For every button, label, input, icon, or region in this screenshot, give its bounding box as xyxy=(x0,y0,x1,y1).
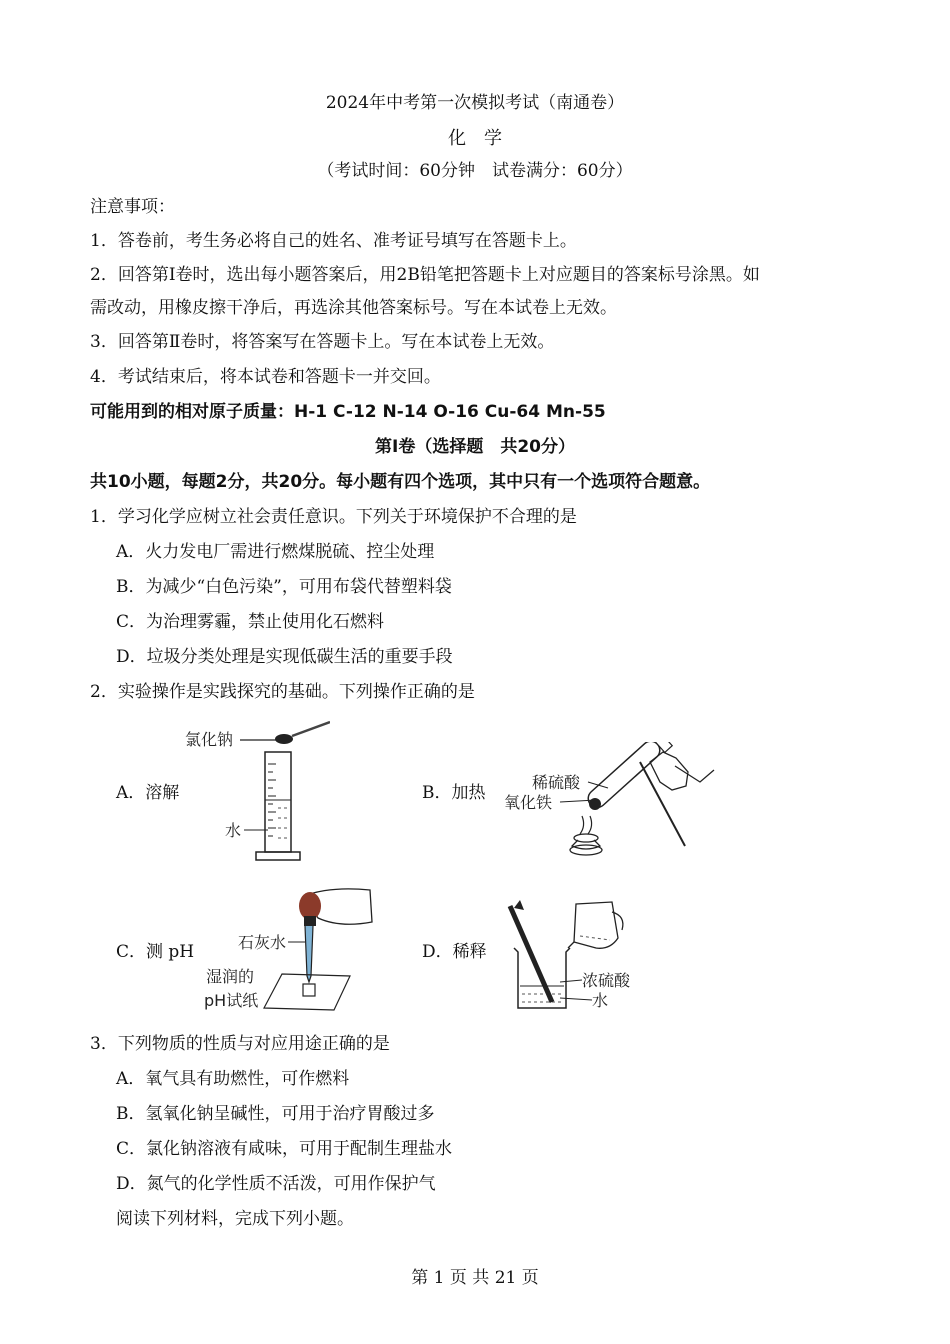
q1-option-d: D．垃圾分类处理是实现低碳生活的重要手段 xyxy=(116,647,453,667)
q3-option-c: C．氯化钠溶液有咸味，可用于配制生理盐水 xyxy=(116,1139,453,1159)
fig-b-label-acid: 稀硫酸 xyxy=(532,773,581,792)
fig-d-label-acid: 浓硫酸 xyxy=(582,971,631,990)
q2-option-d: D．稀释 xyxy=(422,942,487,962)
notice-item: 1．答卷前，考生务必将自己的姓名、准考证号填写在答题卡上。 xyxy=(90,231,577,251)
figure-heating xyxy=(500,742,720,862)
fig-b-label-oxide: 氧化铁 xyxy=(504,793,553,812)
section-title: 第Ⅰ卷（选择题 共20分） xyxy=(375,437,575,457)
fig-c-label-paper: pH试纸 xyxy=(204,991,259,1010)
notice-item: 3．回答第Ⅱ卷时，将答案写在答题卡上。写在本试卷上无效。 xyxy=(90,332,555,352)
q2-stem: 2．实验操作是实践探究的基础。下列操作正确的是 xyxy=(90,682,475,702)
q1-stem: 1．学习化学应树立社会责任意识。下列关于环境保护不合理的是 xyxy=(90,507,577,527)
notice-heading: 注意事项： xyxy=(90,197,175,217)
notice-item: 需改动，用橡皮擦干净后，再选涂其他答案标号。写在本试卷上无效。 xyxy=(90,298,617,318)
q1-option-a: A．火力发电厂需进行燃煤脱硫、控尘处理 xyxy=(116,542,435,562)
q2-option-c: C．测 pH xyxy=(116,942,195,962)
q1-option-b: B．为减少“白色污染”，可用布袋代替塑料袋 xyxy=(116,577,452,597)
q2-option-b: B．加热 xyxy=(422,783,486,803)
exam-meta: （考试时间：60分钟 试卷满分：60分） xyxy=(317,161,633,181)
atomic-masses: 可能用到的相对原子质量：H-1 C-12 N-14 O-16 Cu-64 Mn-55 xyxy=(90,402,606,422)
fig-c-label-limewater: 石灰水 xyxy=(238,933,287,952)
q3-option-d: D．氮气的化学性质不活泼，可用作保护气 xyxy=(116,1174,436,1194)
q3-option-b: B．氢氧化钠呈碱性，可用于治疗胃酸过多 xyxy=(116,1104,435,1124)
figure-dilute xyxy=(500,898,660,1016)
q1-option-c: C．为治理雾霾，禁止使用化石燃料 xyxy=(116,612,385,632)
q3-stem: 3．下列物质的性质与对应用途正确的是 xyxy=(90,1034,390,1054)
section-instruction: 共10小题，每题2分，共20分。每小题有四个选项，其中只有一个选项符合题意。 xyxy=(90,472,711,492)
fig-c-label-wet: 湿润的 xyxy=(206,967,255,986)
figure-dissolve xyxy=(180,712,330,867)
q2-option-a: A．溶解 xyxy=(116,783,180,803)
figure-ph xyxy=(200,878,375,1018)
exam-title: 2024年中考第一次模拟考试（南通卷） xyxy=(325,93,625,113)
fig-d-label-water: 水 xyxy=(592,991,609,1010)
notice-item: 4．考试结束后，将本试卷和答题卡一并交回。 xyxy=(90,367,441,387)
subject-title: 化 学 xyxy=(448,128,502,149)
notice-item: 2．回答第Ⅰ卷时，选出每小题答案后，用2B铅笔把答题卡上对应题目的答案标号涂黑。如 xyxy=(90,265,760,285)
fig-a-label-nacl: 氯化钠 xyxy=(185,730,234,749)
page-number: 第 1 页 共 21 页 xyxy=(411,1268,539,1288)
q3-option-a: A．氧气具有助燃性，可作燃料 xyxy=(116,1069,350,1089)
reading-instruction: 阅读下列材料，完成下列小题。 xyxy=(116,1209,354,1229)
fig-a-label-water: 水 xyxy=(225,821,242,840)
